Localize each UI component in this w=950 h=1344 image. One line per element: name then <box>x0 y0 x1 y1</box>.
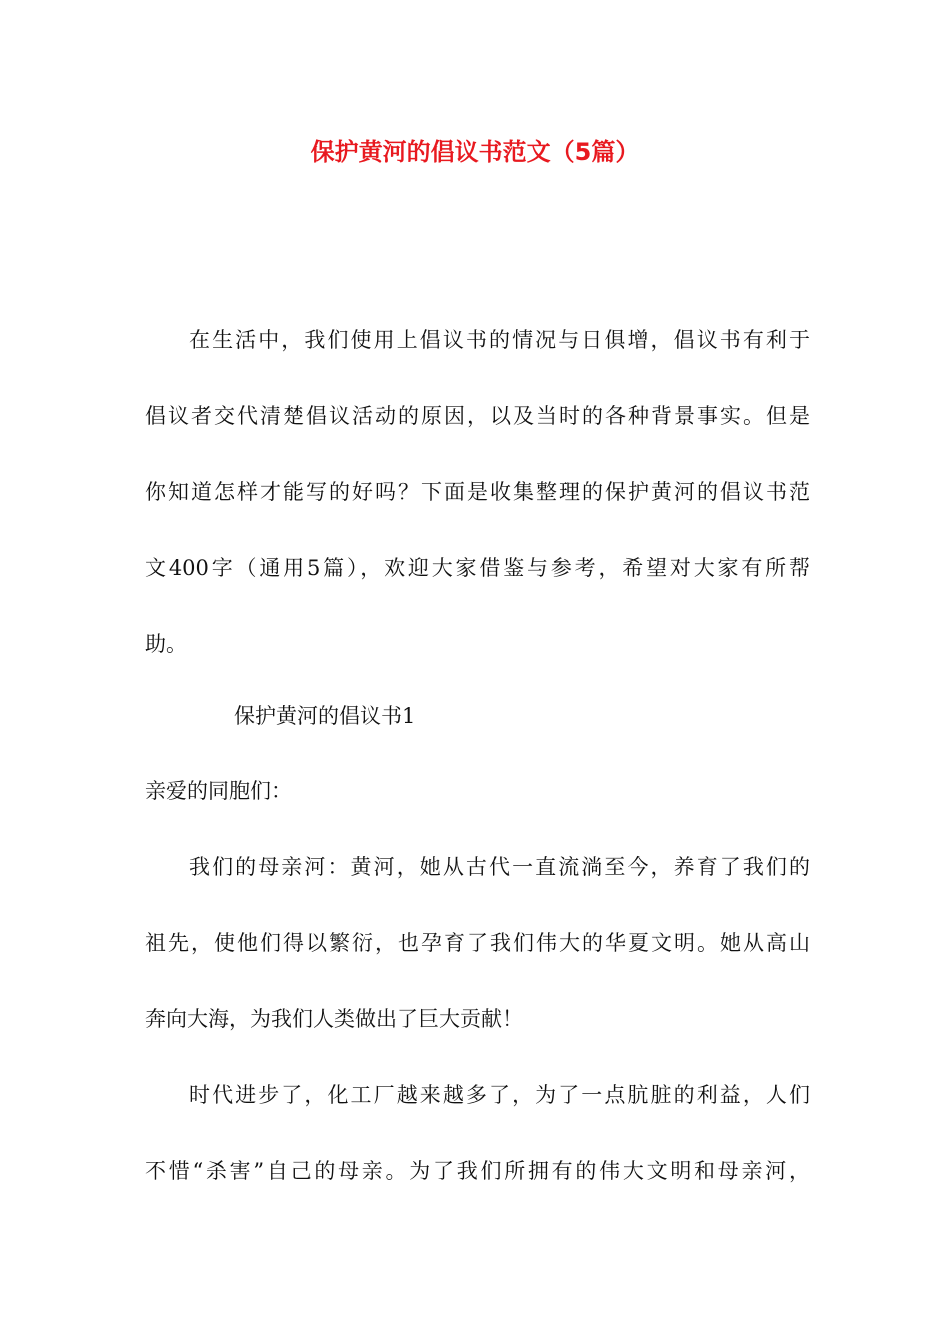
paragraph-line: 文400字（通用5篇），欢迎大家借鉴与参考，希望对大家有所帮 <box>145 556 810 580</box>
paragraph-line: 在生活中，我们使用上倡议书的情况与日俱增，倡议书有利于 <box>189 328 810 352</box>
paragraph-line: 你知道怎样才能写的好吗？下面是收集整理的保护黄河的倡议书范 <box>145 480 810 504</box>
paragraph-line: 不惜“杀害”自己的母亲。为了我们所拥有的伟大文明和母亲河， <box>145 1159 810 1183</box>
paragraph-line: 奔向大海，为我们人类做出了巨大贡献！ <box>145 1007 523 1031</box>
paragraph-line: 我们的母亲河：黄河，她从古代一直流淌至今，养育了我们的 <box>189 855 810 879</box>
section-heading: 保护黄河的倡议书1 <box>234 704 416 728</box>
paragraph-line: 祖先，使他们得以繁衍，也孕育了我们伟大的华夏文明。她从高山 <box>145 931 810 955</box>
paragraph-line: 倡议者交代清楚倡议活动的原因，以及当时的各种背景事实。但是 <box>145 404 810 428</box>
paragraph-line: 助。 <box>145 632 187 656</box>
salutation: 亲爱的同胞们： <box>145 779 292 803</box>
paragraph-line: 时代进步了，化工厂越来越多了，为了一点肮脏的利益，人们 <box>189 1083 810 1107</box>
document-title: 保护黄河的倡议书范文（5篇） <box>310 138 640 166</box>
